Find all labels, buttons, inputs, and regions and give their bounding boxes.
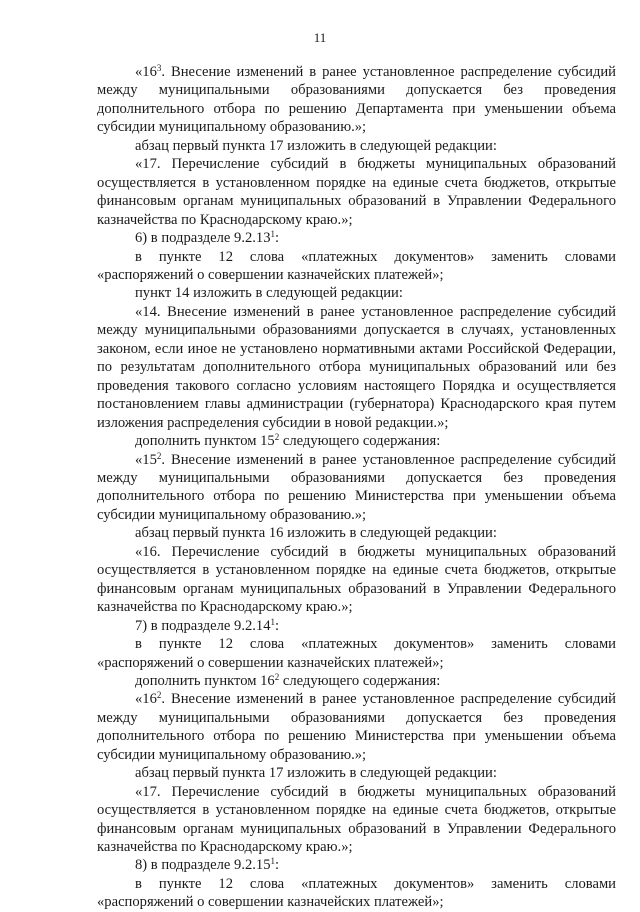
paragraph — [97, 617, 616, 635]
superscript-index: 1 — [270, 229, 276, 240]
paragraph-text: пункт 14 изложить в следующей редакции: — [135, 285, 403, 302]
paragraph — [97, 543, 616, 617]
paragraph — [97, 229, 616, 247]
paragraph-text: «15 — [135, 451, 157, 468]
paragraph-text-continued: . Внесение изменений в ранее установленное распределение субсидий между муниципальными образованиями допускается без проведения дополнительного отбора по решению Министерства при уменьшении объема субсидии муниципальному образованию.»; — [97, 451, 616, 523]
paragraph — [97, 635, 616, 672]
paragraph — [97, 248, 616, 285]
paragraph — [97, 856, 616, 874]
paragraph-text-continued: . Внесение изменений в ранее установленное распределение субсидий между муниципальными образованиями допускается без проведения дополнительного отбора по решению Департамента при уменьшении объема субсидии муниципальному образованию.»; — [97, 64, 616, 136]
paragraph-text: «14. Внесение изменений в ранее установленное распределение субсидий между муниципальными образованиями допускается в случаях, установленных законом, если иное не установлено нормативными актами Российской Федерации, по результатам дополнительного отбора муниципальных образований или без проведения такового согласно условиям настоящего Порядка и осуществляется постановлением главы администрации (губернатора) Краснодарского края путем изложения распределения субсидии в новой редакции.»; — [97, 303, 616, 431]
paragraph — [97, 672, 616, 690]
superscript-index: 2 — [274, 671, 280, 682]
document-body — [97, 63, 616, 912]
paragraph-text: 6) в подразделе 9.2.13 — [135, 230, 271, 247]
paragraph-text: «16. Перечисление субсидий в бюджеты муниципальных образований осуществляется в установленном порядке на единые счета бюджетов, открытые финансовым органам муниципальных образований в Управлении Федерального казначейства по Краснодарскому краю.»; — [97, 543, 616, 616]
paragraph-text: 8) в подразделе 9.2.15 — [135, 857, 271, 874]
paragraph-text-continued: следующего содержания: — [279, 433, 441, 450]
paragraph-text-continued: . Внесение изменений в ранее установленное распределение субсидий между муниципальными образованиями допускается без проведения дополнительного отбора по решению Министерства при уменьшении объема субсидии муниципальному образованию.»; — [97, 691, 616, 763]
paragraph — [97, 451, 616, 525]
superscript-index: 1 — [270, 616, 276, 627]
paragraph-text: абзац первый пункта 17 изложить в следующей редакции: — [135, 137, 497, 154]
paragraph — [97, 284, 616, 302]
paragraph-text: абзац первый пункта 17 изложить в следующей редакции: — [135, 765, 497, 782]
paragraph — [97, 875, 616, 912]
paragraph-text: дополнить пунктом 15 — [135, 433, 275, 450]
superscript-index: 2 — [156, 450, 162, 461]
paragraph — [97, 432, 616, 450]
paragraph-text: «17. Перечисление субсидий в бюджеты муниципальных образований осуществляется в установленном порядке на единые счета бюджетов, открытые финансовым органам муниципальных образований в Управлении Федерального казначейства по Краснодарскому краю.»; — [97, 156, 616, 228]
paragraph-text-continued: : — [275, 617, 280, 634]
paragraph — [97, 524, 616, 542]
paragraph-text: в пункте 12 слова «платежных документов» заменить словами «распоряжений о совершении казначейских платежей»; — [97, 636, 616, 671]
paragraph — [97, 764, 616, 782]
superscript-index: 1 — [270, 856, 276, 867]
paragraph — [97, 137, 616, 155]
paragraph-text-continued: : — [275, 230, 280, 247]
paragraph-text: «16 — [135, 691, 157, 708]
paragraph — [97, 63, 616, 137]
paragraph-text: «17. Перечисление субсидий в бюджеты муниципальных образований осуществляется в установленном порядке на единые счета бюджетов, открытые финансовым органам муниципальных образований в Управлении Федерального казначейства по Краснодарскому краю.»; — [97, 783, 616, 856]
paragraph-text: дополнить пунктом 16 — [135, 672, 275, 689]
paragraph-text: 7) в подразделе 9.2.14 — [135, 617, 271, 634]
paragraph-text-continued: следующего содержания: — [279, 672, 441, 689]
superscript-index: 3 — [156, 63, 162, 73]
paragraph-text: «16 — [135, 64, 157, 80]
paragraph-text: в пункте 12 слова «платежных документов» заменить словами «распоряжений о совершении казначейских платежей»; — [97, 875, 616, 911]
paragraph-text: абзац первый пункта 16 изложить в следующей редакции: — [135, 525, 497, 542]
paragraph-text-continued: : — [275, 857, 280, 874]
superscript-index: 2 — [274, 432, 280, 443]
paragraph — [97, 303, 616, 432]
paragraph-text: в пункте 12 слова «платежных документов» заменить словами «распоряжений о совершении казначейских платежей»; — [97, 248, 616, 283]
paragraph — [97, 783, 616, 857]
superscript-index: 2 — [156, 690, 162, 701]
paragraph — [97, 690, 616, 764]
page-number: 11 — [313, 30, 327, 45]
paragraph — [97, 155, 616, 229]
